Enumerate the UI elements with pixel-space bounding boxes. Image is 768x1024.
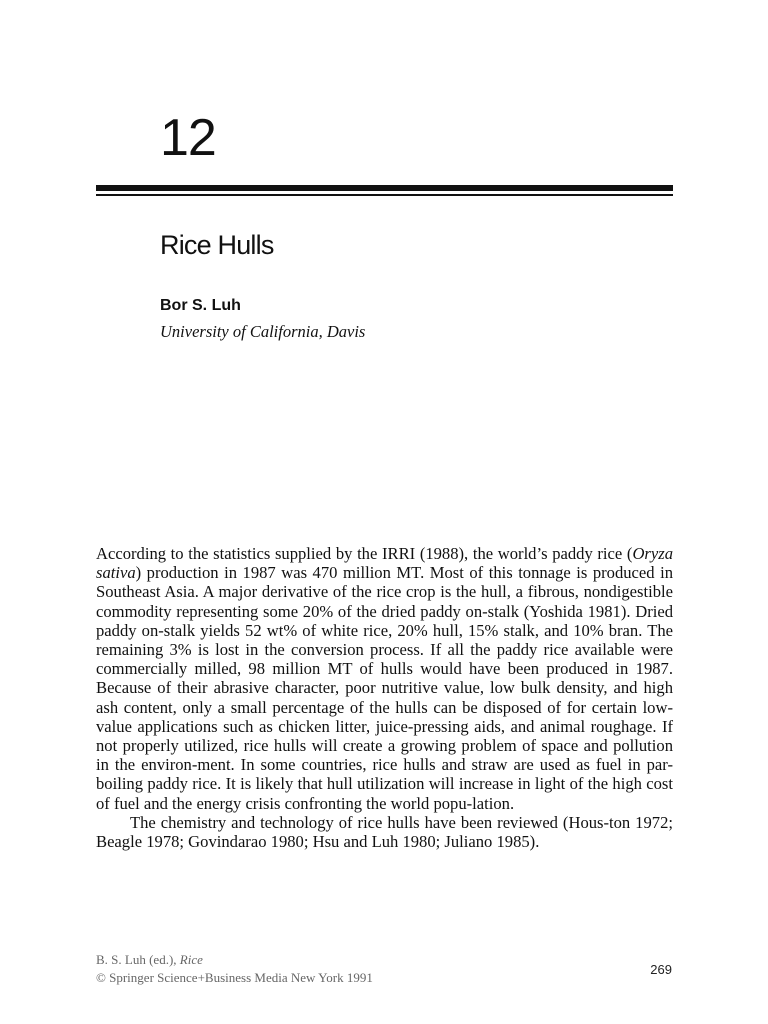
paragraph-1 [96,544,673,813]
author-name: Bor S. Luh [160,297,241,314]
page-number: 269 [650,962,672,977]
body-text [96,544,673,851]
paragraph-1-part-b: ) production in 1987 was 470 million MT. Most of this tonnage is produced in Southeast Asia. A major derivative of the rice crop is the hull, a fibrous, nondigestible commodity representing some 20% of the dried paddy on-stalk (Yoshida 1981). Dried paddy on-stalk yields 52 wt% of white rice, 20% hull, 15% stalk, and 10% bran. The remaining 3% is lost in the conversion process. If all the paddy rice available were commercially milled, 98 million MT of hulls would have been produced in 1987. Because of their abrasive character, poor nutritive value, low bulk density, and high ash content, only a small percentage of the hulls can be disposed of for certain low-value applications such as chicken litter, juice-pressing aids, and animal roughage. If not properly utilized, rice hulls will create a growing problem of space and pollution in the environ-ment. In some countries, rice hulls and straw are used as fuel in par-boiling paddy rice. It is likely that hull utilization will increase in light of the high cost of fuel and the energy crisis confronting the world popu-lation. [96,563,673,813]
footer-editor: B. S. Luh (ed.), [96,952,180,967]
paragraph-2: The chemistry and technology of rice hulls have been reviewed (Hous-ton 1972; Beagle 1978; Govindarao 1980; Hsu and Luh 1980; Juliano 1985). [96,812,673,852]
chapter-rule-thick [96,185,673,191]
chapter-rule-thin [96,194,673,196]
chapter-title: Rice Hulls [160,230,274,260]
footer-book-title: Rice [179,952,203,967]
species-name: Oryza sativa [96,544,673,583]
chapter-rule [96,185,673,197]
author-affiliation: University of California, Davis [160,322,366,341]
footer-editor-line [96,951,373,969]
chapter-number: 12 [160,109,216,167]
paragraph-1-part-a: According to the statistics supplied by the IRRI (1988), the world’s paddy rice ( [96,544,633,563]
footer-copyright: © Springer Science+Business Media New York 1991 [96,970,373,985]
footer-citation [96,951,373,987]
